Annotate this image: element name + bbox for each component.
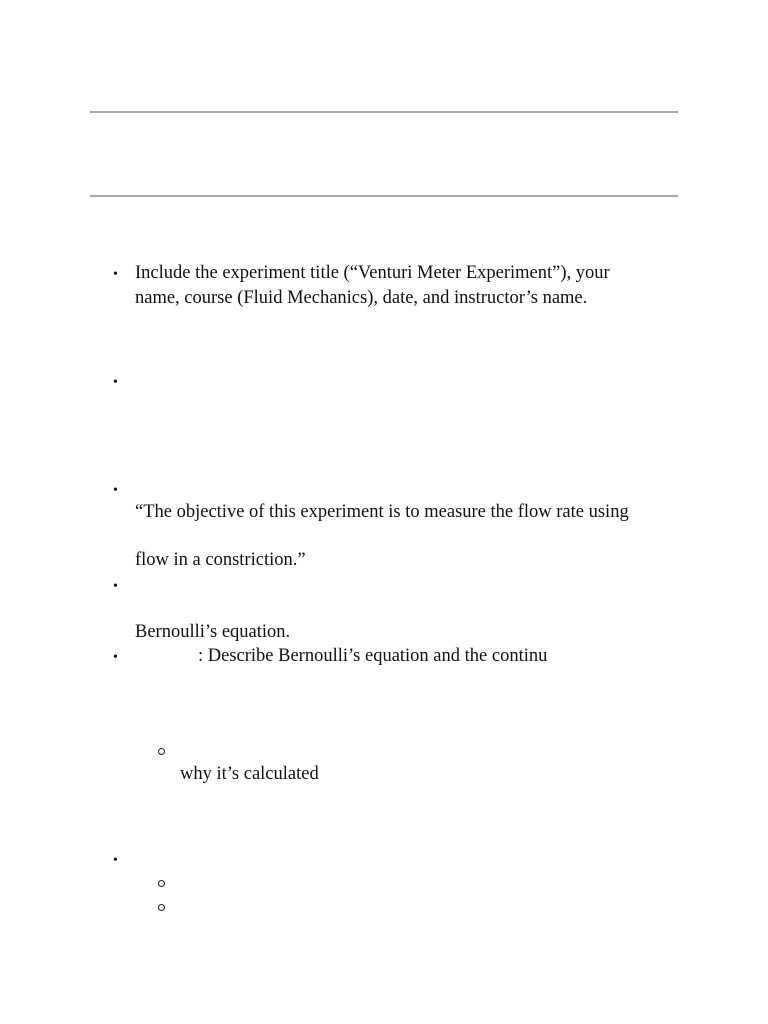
top-horizontal-rule xyxy=(90,111,678,113)
sub-bullet-circle xyxy=(158,880,165,887)
sub-calc-line: why it’s calculated xyxy=(180,764,319,784)
objective-line-2: flow in a constriction.” xyxy=(135,550,306,570)
bullet-dot: • xyxy=(113,650,118,665)
bottom-horizontal-rule xyxy=(90,195,678,197)
header-info-line-1: Include the experiment title (“Venturi Meter Experiment”), your xyxy=(135,263,610,283)
bullet-dot: • xyxy=(113,483,118,498)
bullet-dot: • xyxy=(113,853,118,868)
bullet-dot: • xyxy=(113,267,118,282)
objective-line-1: “The objective of this experiment is to measure the flow rate using xyxy=(135,502,629,522)
sub-bullet-circle xyxy=(158,748,165,755)
header-info-line-2: name, course (Fluid Mechanics), date, and instructor’s name. xyxy=(135,288,588,308)
sub-bullet-circle xyxy=(158,904,165,911)
theory-intro-line: Bernoulli’s equation. xyxy=(135,622,291,642)
bullet-dot: • xyxy=(113,579,118,594)
bullet-dot: • xyxy=(113,375,118,390)
theory-line: : Describe Bernoulli’s equation and the continu xyxy=(198,646,548,666)
